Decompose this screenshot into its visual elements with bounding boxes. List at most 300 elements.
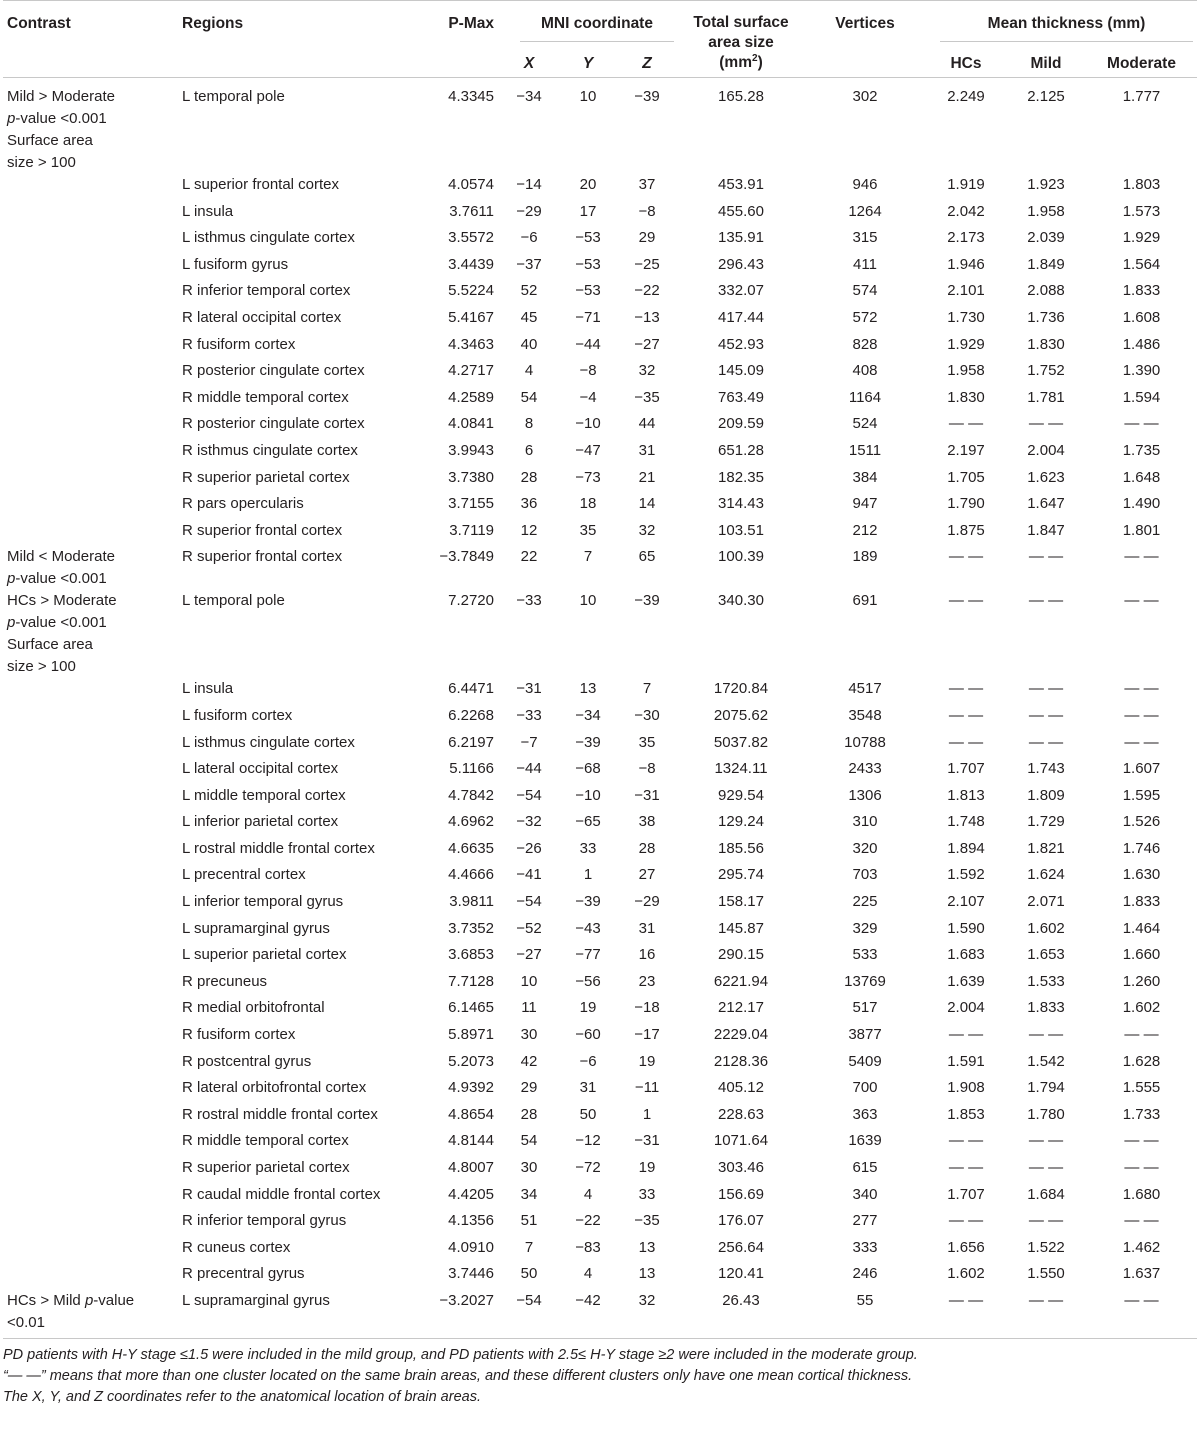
contrast-cell-empty: [3, 174, 178, 201]
region-cell: R lateral occipital cortex: [182, 308, 342, 326]
pmax-cell: 4.7842: [448, 786, 494, 804]
z-cell: −11: [634, 1079, 660, 1097]
moderate-cell: 1.555: [1122, 1079, 1161, 1097]
header-pmax: P-Max: [448, 15, 494, 32]
footnote: PD patients with H-Y stage ≤1.5 were included in the mild group, and PD patients with 2.5≤ H-Y stage ≥2 were included in the moderate group.: [3, 1346, 918, 1363]
y-cell: −10: [575, 786, 601, 804]
hcs-cell: 2.197: [947, 441, 985, 459]
z-cell: 19: [638, 1052, 656, 1070]
x-cell: −27: [516, 946, 542, 964]
moderate-cell: 1.746: [1122, 839, 1161, 857]
region-cell: R lateral orbitofrontal cortex: [182, 1079, 367, 1097]
contrast-line: Surface area: [7, 636, 93, 654]
table-row: [3, 944, 1197, 971]
pmax-cell: 5.5224: [448, 282, 494, 300]
mild-cell: 1.602: [1027, 919, 1065, 937]
y-cell: −53: [575, 282, 601, 300]
table-row: [3, 546, 1197, 590]
pmax-cell: 4.8144: [448, 1132, 494, 1150]
area-cell: 5037.82: [713, 733, 769, 751]
pmax-cell: 4.0841: [448, 415, 494, 433]
region-cell: L inferior parietal cortex: [182, 813, 339, 831]
moderate-cell: 1.490: [1122, 495, 1161, 513]
y-cell: −72: [575, 1159, 601, 1176]
y-cell: −12: [575, 1132, 601, 1150]
contrast-line: HCs > Moderate: [7, 592, 117, 610]
table-row: [3, 1077, 1197, 1104]
pmax-cell: 3.9811: [449, 893, 494, 911]
area-cell: 228.63: [718, 1105, 764, 1123]
table-row: [3, 227, 1197, 254]
moderate-cell: 1.833: [1122, 893, 1161, 911]
y-cell: −73: [575, 468, 601, 486]
area-cell: 453.91: [718, 176, 764, 193]
moderate-cell: — —: [1124, 592, 1159, 610]
pmax-cell: 4.0910: [448, 1238, 494, 1256]
mild-cell: — —: [1028, 1159, 1064, 1176]
x-cell: 30: [520, 1026, 538, 1044]
hcs-cell: 1.929: [947, 335, 985, 353]
hcs-cell: 1.894: [947, 839, 985, 857]
region-cell: R inferior temporal cortex: [182, 282, 351, 300]
hcs-cell: 2.107: [947, 893, 985, 911]
mild-cell: 1.752: [1027, 362, 1065, 380]
contrast-cell-empty: [3, 1184, 178, 1211]
z-cell: 31: [638, 441, 656, 459]
header-hcs: HCs: [950, 55, 982, 72]
x-cell: 8: [524, 415, 534, 433]
z-cell: −31: [634, 1132, 660, 1150]
hcs-cell: 2.004: [947, 999, 985, 1017]
y-cell: −77: [575, 946, 601, 964]
contrast-cell-empty: [3, 1263, 178, 1290]
contrast-cell-empty: [3, 918, 178, 945]
region-cell: R posterior cingulate cortex: [182, 415, 365, 433]
x-cell: −33: [516, 706, 542, 724]
contrast-cell-empty: [3, 334, 178, 361]
header-mean-thickness: Mean thickness (mm): [926, 1, 1197, 54]
table-header: [3, 1, 1197, 78]
mild-cell: 1.624: [1027, 866, 1065, 884]
contrast-cell-empty: [3, 493, 178, 520]
moderate-cell: — —: [1124, 1212, 1159, 1230]
area-cell: 417.44: [718, 308, 764, 326]
mild-cell: 1.830: [1027, 335, 1065, 353]
contrast-line: p-value <0.001: [7, 570, 107, 588]
vertices-cell: 384: [852, 468, 878, 486]
region-cell: R posterior cingulate cortex: [182, 362, 365, 380]
header-z: Z: [642, 55, 652, 72]
mild-cell: 1.958: [1027, 202, 1065, 220]
header-mild: Mild: [1030, 55, 1062, 72]
x-cell: 28: [520, 468, 538, 486]
area-cell: 929.54: [718, 786, 764, 804]
vertices-cell: 1264: [848, 202, 882, 220]
mild-cell: 1.794: [1027, 1079, 1065, 1097]
vertices-cell: 946: [852, 176, 878, 193]
moderate-cell: — —: [1124, 680, 1159, 698]
area-cell: 256.64: [718, 1238, 764, 1256]
moderate-cell: 1.660: [1122, 946, 1161, 964]
area-cell: 120.41: [718, 1265, 764, 1283]
z-cell: −31: [634, 786, 660, 804]
mild-cell: 1.743: [1027, 760, 1065, 778]
y-cell: −53: [575, 255, 601, 273]
region-cell: R superior parietal cortex: [182, 468, 350, 486]
moderate-cell: 1.390: [1122, 362, 1161, 380]
table-row: [3, 78, 1197, 175]
region-cell: R postcentral gyrus: [182, 1052, 312, 1070]
area-cell: 295.74: [718, 866, 764, 884]
z-cell: −35: [634, 1212, 660, 1230]
hcs-cell: 1.830: [947, 388, 985, 406]
pmax-cell: 6.1465: [448, 999, 494, 1017]
vertices-cell: 55: [856, 1291, 874, 1309]
footnote: The X, Y, and Z coordinates refer to the anatomical location of brain areas.: [3, 1388, 481, 1405]
y-cell: 13: [579, 680, 597, 698]
mild-cell: 1.542: [1027, 1052, 1065, 1070]
table-row: [3, 758, 1197, 785]
moderate-cell: — —: [1124, 1159, 1159, 1176]
hcs-cell: 2.173: [947, 229, 985, 247]
table-row: [3, 1290, 1197, 1334]
area-cell: 145.87: [718, 919, 764, 937]
y-cell: −47: [575, 441, 601, 459]
y-cell: −42: [575, 1291, 601, 1309]
hcs-cell: 1.590: [947, 919, 985, 937]
contrast-cell-empty: [3, 1157, 178, 1184]
table-row: [3, 174, 1197, 201]
area-cell: 26.43: [722, 1291, 760, 1309]
x-cell: −6: [520, 229, 538, 247]
contrast-line: <0.01: [7, 1313, 45, 1331]
hcs-cell: — —: [948, 1132, 984, 1150]
pmax-cell: −3.7849: [439, 548, 494, 566]
area-cell: 209.59: [718, 415, 764, 433]
mild-cell: 1.923: [1027, 176, 1065, 193]
x-cell: 30: [520, 1159, 538, 1176]
table-row: [3, 838, 1197, 865]
results-table: [3, 0, 1197, 1334]
area-cell: 2075.62: [713, 706, 769, 724]
mild-cell: 1.647: [1027, 495, 1065, 513]
pmax-cell: 4.2717: [448, 362, 494, 380]
contrast-cell-empty: [3, 387, 178, 414]
contrast-line: Surface area: [7, 132, 93, 149]
hcs-cell: 1.592: [947, 866, 985, 884]
header-area: Total surface area size $(mm^2)$: [693, 14, 789, 71]
table-row: [3, 997, 1197, 1024]
hcs-cell: 1.591: [947, 1052, 985, 1070]
hcs-cell: 1.813: [947, 786, 985, 804]
mild-cell: 1.653: [1027, 946, 1065, 964]
table-row: [3, 254, 1197, 281]
hcs-cell: 1.748: [947, 813, 985, 831]
hcs-cell: — —: [948, 706, 984, 724]
header-contrast: Contrast: [7, 15, 71, 32]
moderate-cell: 1.602: [1122, 999, 1161, 1017]
area-cell: 296.43: [718, 255, 764, 273]
table-row: [3, 1210, 1197, 1237]
x-cell: 40: [520, 335, 538, 353]
moderate-cell: 1.630: [1122, 866, 1161, 884]
table-row: [3, 891, 1197, 918]
z-cell: −25: [634, 255, 660, 273]
table-row: [3, 1237, 1197, 1264]
region-cell: R caudal middle frontal cortex: [182, 1185, 381, 1203]
pmax-cell: 4.8654: [448, 1105, 494, 1123]
hcs-cell: 2.101: [947, 282, 985, 300]
contrast-cell-empty: [3, 891, 178, 918]
area-cell: 185.56: [718, 839, 764, 857]
area-cell: 135.91: [718, 229, 764, 247]
area-cell: 165.28: [718, 88, 764, 105]
table-row: [3, 590, 1197, 678]
x-cell: 29: [520, 1079, 538, 1097]
z-cell: 27: [638, 866, 656, 884]
area-cell: 129.24: [718, 813, 764, 831]
moderate-cell: 1.564: [1122, 255, 1161, 273]
contrast-cell: [3, 546, 178, 590]
vertices-cell: 3548: [848, 706, 882, 724]
z-cell: 35: [638, 733, 656, 751]
region-cell: R cuneus cortex: [182, 1238, 291, 1256]
mild-cell: 1.809: [1027, 786, 1065, 804]
x-cell: 50: [520, 1265, 538, 1283]
z-cell: 29: [638, 229, 656, 247]
hcs-cell: — —: [948, 548, 984, 566]
pmax-cell: 3.4439: [448, 255, 494, 273]
area-cell: 103.51: [718, 521, 764, 539]
moderate-cell: 1.462: [1122, 1238, 1161, 1256]
pmax-cell: 5.1166: [449, 760, 494, 778]
vertices-cell: 329: [852, 919, 878, 937]
y-cell: −68: [575, 760, 601, 778]
pmax-cell: 5.8971: [448, 1026, 494, 1044]
hcs-cell: 1.639: [947, 972, 985, 990]
contrast-cell-empty: [3, 1024, 178, 1051]
area-cell: 1720.84: [713, 680, 769, 698]
hcs-cell: 1.946: [947, 255, 985, 273]
pmax-cell: 7.7128: [448, 972, 494, 990]
mild-cell: 2.039: [1027, 229, 1065, 247]
mild-cell: — —: [1028, 592, 1064, 610]
region-cell: L supramarginal gyrus: [182, 1291, 330, 1309]
vertices-cell: 411: [853, 255, 877, 273]
mild-cell: — —: [1028, 1026, 1064, 1044]
pmax-cell: 4.2589: [448, 388, 494, 406]
contrast-cell-empty: [3, 1130, 178, 1157]
region-cell: L insula: [182, 680, 234, 698]
table-row: [3, 1263, 1197, 1290]
mild-cell: 1.847: [1027, 521, 1065, 539]
pmax-cell: 3.6853: [448, 946, 494, 964]
contrast-cell-empty: [3, 678, 178, 705]
moderate-cell: — —: [1124, 1291, 1159, 1309]
x-cell: −32: [516, 813, 542, 831]
contrast-line: Mild > Moderate: [7, 88, 115, 105]
moderate-cell: 1.637: [1122, 1265, 1161, 1283]
header-vertices: Vertices: [835, 15, 895, 32]
pmax-cell: 4.9392: [448, 1079, 494, 1097]
x-cell: −54: [516, 1291, 542, 1309]
x-cell: −54: [516, 893, 542, 911]
moderate-cell: — —: [1124, 415, 1159, 433]
pmax-cell: 3.7380: [448, 468, 494, 486]
x-cell: −41: [516, 866, 542, 884]
area-cell: 763.49: [718, 388, 764, 406]
contrast-line: HCs > Mild p-value: [7, 1291, 135, 1309]
vertices-cell: 1164: [848, 388, 882, 406]
vertices-cell: 277: [852, 1212, 878, 1230]
moderate-cell: 1.801: [1122, 521, 1161, 539]
y-cell: −8: [579, 362, 597, 380]
x-cell: −44: [516, 760, 542, 778]
y-cell: 18: [579, 495, 597, 513]
pmax-cell: 4.0574: [448, 176, 494, 193]
moderate-cell: 1.929: [1122, 229, 1161, 247]
pmax-cell: 3.7611: [449, 202, 494, 220]
pmax-cell: 4.6962: [448, 813, 494, 831]
contrast-cell-empty: [3, 1104, 178, 1131]
x-cell: 54: [520, 388, 538, 406]
area-cell: 452.93: [718, 335, 764, 353]
y-cell: 10: [579, 88, 597, 105]
region-cell: L superior frontal cortex: [182, 176, 340, 193]
mild-cell: 1.833: [1027, 999, 1065, 1017]
area-cell: 303.46: [718, 1159, 764, 1176]
moderate-cell: — —: [1124, 1132, 1159, 1150]
area-cell: 340.30: [718, 592, 764, 610]
area-cell: 100.39: [718, 548, 764, 566]
moderate-cell: 1.735: [1122, 441, 1161, 459]
contrast-cell-empty: [3, 811, 178, 838]
z-cell: 14: [638, 495, 656, 513]
z-cell: −22: [634, 282, 660, 300]
vertices-cell: 700: [852, 1079, 878, 1097]
y-cell: −71: [575, 308, 601, 326]
vertices-cell: 691: [852, 592, 878, 610]
z-cell: 44: [638, 415, 656, 433]
y-cell: 20: [579, 176, 597, 193]
contrast-cell-empty: [3, 971, 178, 998]
mild-cell: 1.729: [1027, 813, 1065, 831]
pmax-cell: 5.4167: [448, 308, 494, 326]
vertices-cell: 4517: [848, 680, 882, 698]
region-cell: R superior parietal cortex: [182, 1159, 350, 1176]
x-cell: 6: [524, 441, 534, 459]
moderate-cell: 1.803: [1122, 176, 1161, 193]
z-cell: −35: [634, 388, 660, 406]
x-cell: −52: [516, 919, 542, 937]
moderate-cell: — —: [1124, 706, 1159, 724]
vertices-cell: 333: [852, 1238, 878, 1256]
vertices-cell: 363: [852, 1105, 878, 1123]
region-cell: L rostral middle frontal cortex: [182, 839, 375, 857]
y-cell: −53: [575, 229, 601, 247]
moderate-cell: 1.777: [1122, 88, 1161, 105]
area-cell: 455.60: [718, 202, 764, 220]
region-cell: L lateral occipital cortex: [182, 760, 339, 778]
table-row: [3, 1104, 1197, 1131]
region-cell: R precentral gyrus: [182, 1265, 305, 1283]
mild-cell: — —: [1028, 415, 1064, 433]
hcs-cell: — —: [948, 1291, 984, 1309]
area-cell: 176.07: [718, 1212, 764, 1230]
z-cell: 38: [638, 813, 656, 831]
area-cell: 290.15: [718, 946, 764, 964]
area-cell: 405.12: [718, 1079, 764, 1097]
contrast-cell-empty: [3, 201, 178, 228]
y-cell: −65: [575, 813, 601, 831]
mild-cell: 2.088: [1027, 282, 1065, 300]
table-row: [3, 785, 1197, 812]
mild-cell: 2.004: [1027, 441, 1065, 459]
hcs-cell: — —: [948, 733, 984, 751]
area-cell: 6221.94: [713, 972, 769, 990]
x-cell: −14: [516, 176, 542, 193]
hcs-cell: 1.602: [947, 1265, 985, 1283]
pmax-cell: 5.2073: [448, 1052, 494, 1070]
vertices-cell: 2433: [848, 760, 882, 778]
vertices-cell: 302: [852, 88, 878, 105]
mild-cell: 1.533: [1027, 972, 1065, 990]
pmax-cell: 3.9943: [448, 441, 494, 459]
contrast-cell-empty: [3, 732, 178, 759]
contrast-cell-empty: [3, 785, 178, 812]
header-x: X: [523, 55, 535, 72]
table-row: [3, 971, 1197, 998]
region-cell: R middle temporal cortex: [182, 388, 349, 406]
x-cell: 42: [520, 1052, 538, 1070]
z-cell: −29: [634, 893, 660, 911]
moderate-cell: 1.628: [1122, 1052, 1161, 1070]
area-cell: 332.07: [718, 282, 764, 300]
hcs-cell: 1.919: [947, 176, 985, 193]
table-row: [3, 732, 1197, 759]
mild-cell: — —: [1028, 1132, 1064, 1150]
region-cell: R pars opercularis: [182, 495, 304, 513]
table-row: [3, 918, 1197, 945]
z-cell: 32: [638, 521, 656, 539]
hcs-cell: 1.705: [947, 468, 985, 486]
hcs-cell: 2.042: [947, 202, 985, 220]
moderate-cell: 1.486: [1122, 335, 1161, 353]
contrast-cell-empty: [3, 227, 178, 254]
region-cell: R superior frontal cortex: [182, 521, 343, 539]
mild-cell: 1.623: [1027, 468, 1065, 486]
hcs-cell: — —: [948, 1212, 984, 1230]
region-cell: R medial orbitofrontal: [182, 999, 325, 1017]
pmax-cell: 3.7446: [448, 1265, 494, 1283]
table-row: [3, 307, 1197, 334]
contrast-cell-empty: [3, 1051, 178, 1078]
area-cell: 651.28: [718, 441, 764, 459]
table-row: [3, 1184, 1197, 1211]
vertices-cell: 1639: [848, 1132, 882, 1150]
region-cell: R middle temporal cortex: [182, 1132, 349, 1150]
x-cell: −33: [516, 592, 542, 610]
z-cell: 32: [638, 1291, 656, 1309]
contrast-cell-empty: [3, 413, 178, 440]
y-cell: 7: [583, 548, 593, 566]
vertices-cell: 574: [852, 282, 878, 300]
vertices-cell: 315: [852, 229, 878, 247]
moderate-cell: 1.464: [1122, 919, 1161, 937]
moderate-cell: 1.260: [1122, 972, 1161, 990]
x-cell: −7: [520, 733, 538, 751]
table-body: [3, 78, 1197, 1334]
